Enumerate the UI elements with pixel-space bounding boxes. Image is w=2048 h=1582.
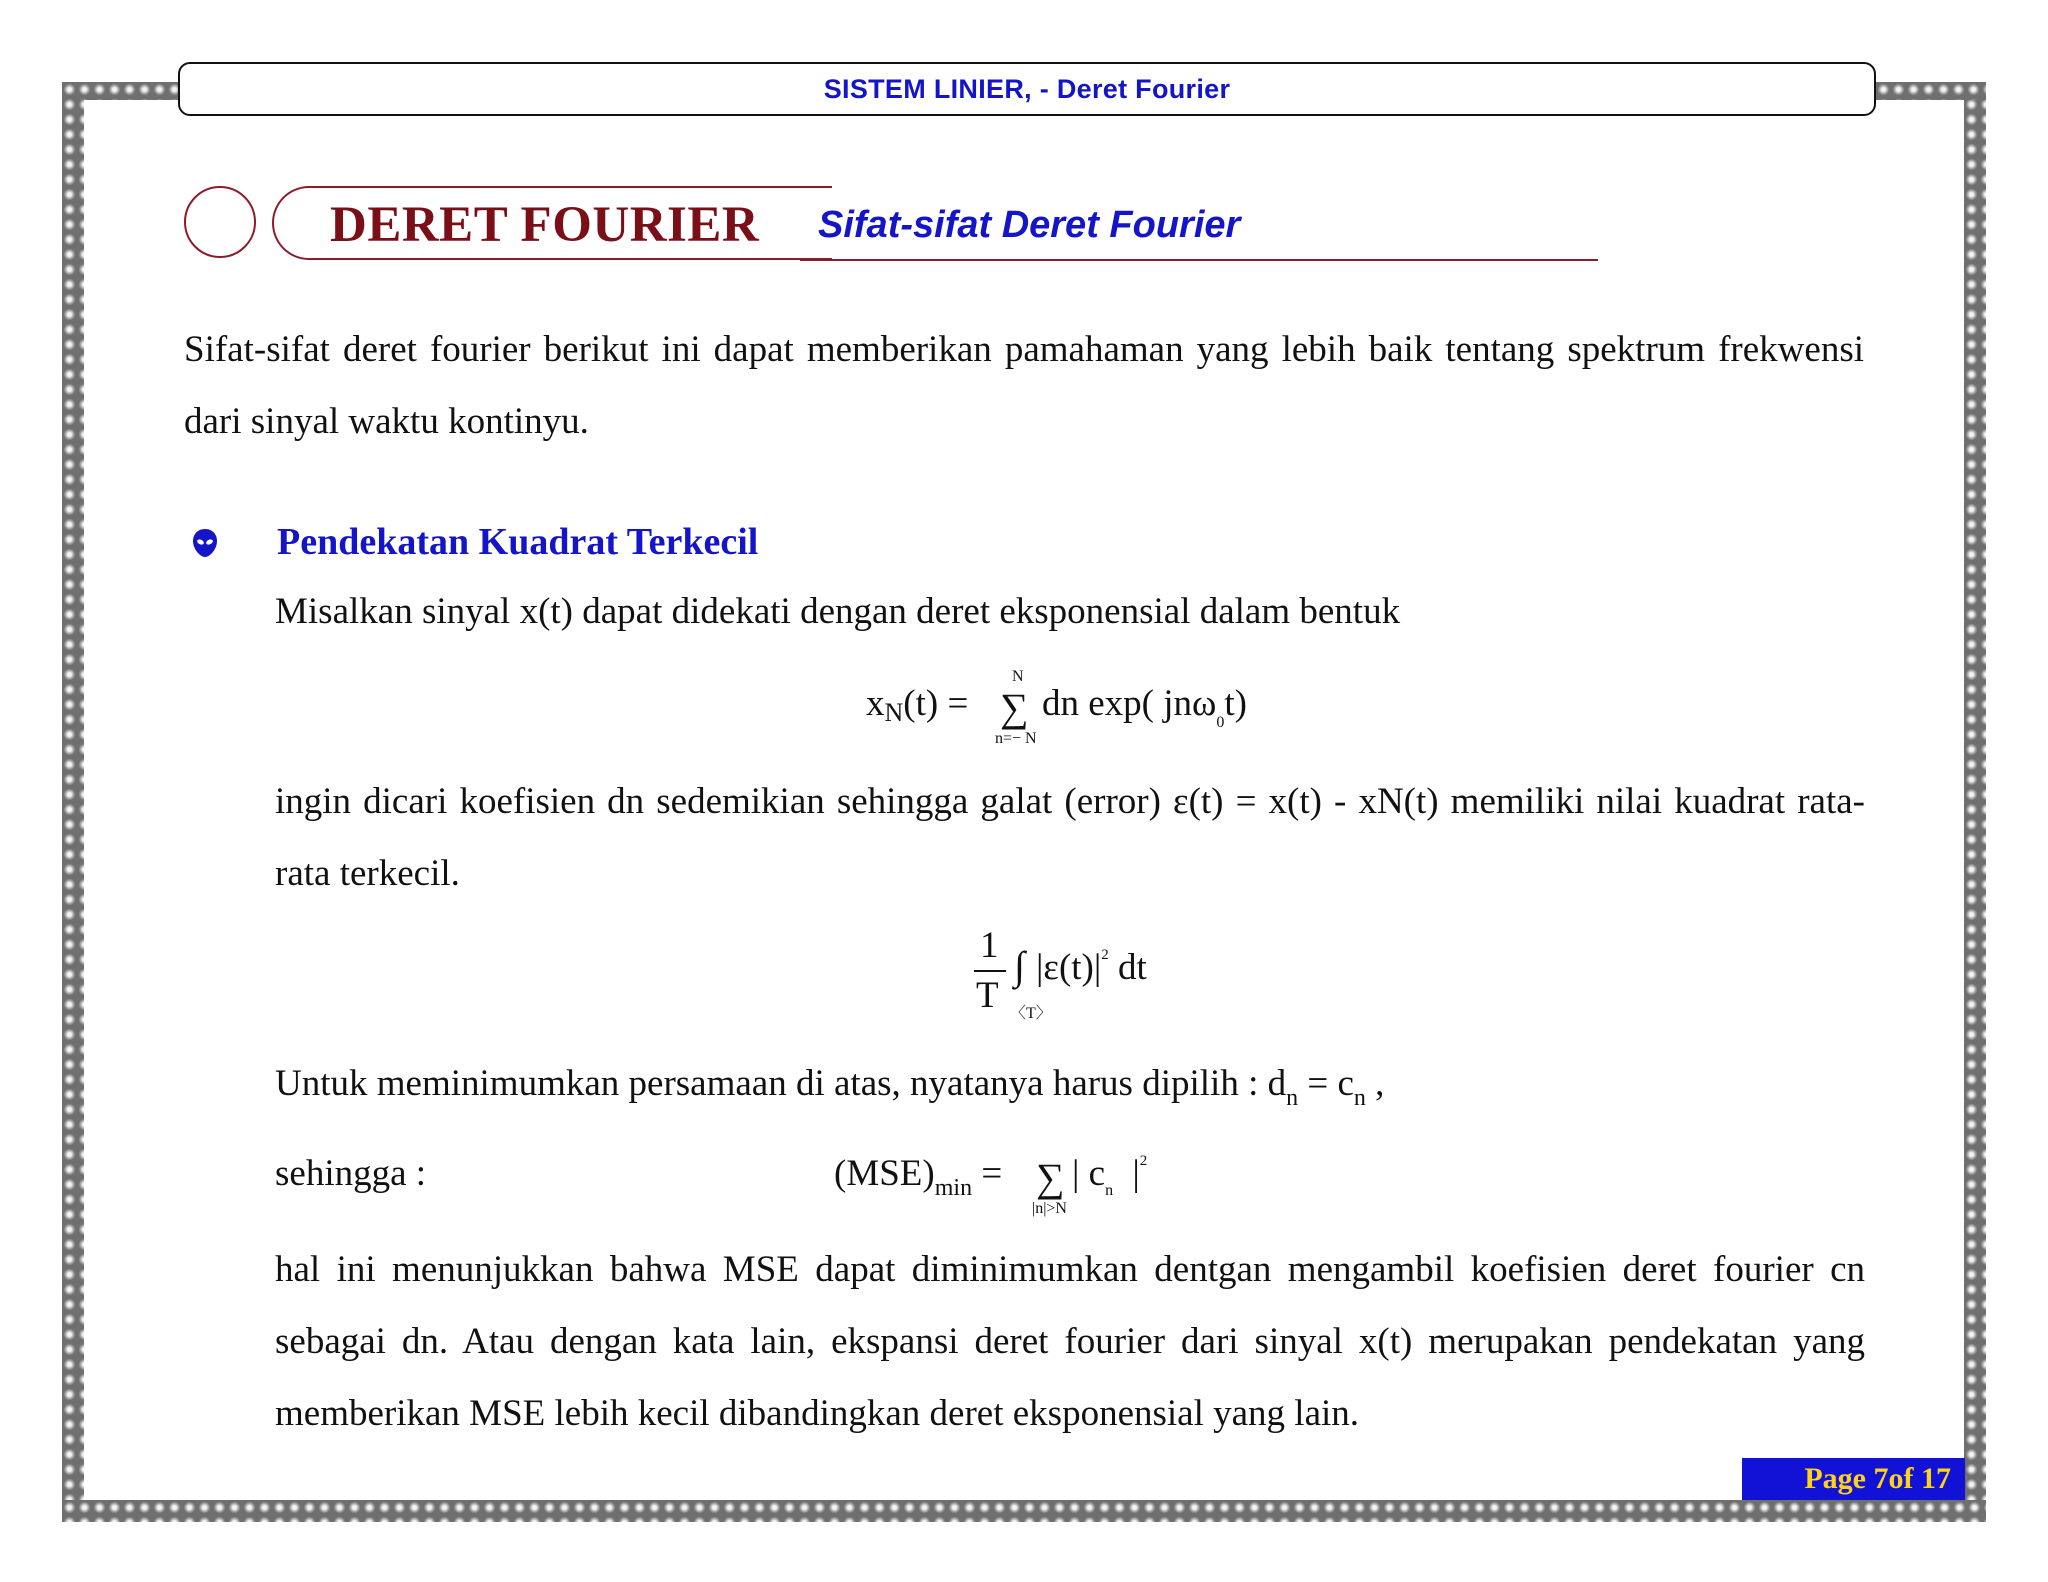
eq3-body-sub: n [1105,1182,1114,1199]
eq2-integral: ∫ [1014,943,1025,988]
frame-right-border [1964,82,1986,1522]
equation-series [866,668,1286,752]
eq3-power: 2 [1139,1153,1148,1169]
header-title: SISTEM LINIER, - Deret Fourier [823,73,1231,104]
intro-paragraph: Sifat-sifat deret fourier berikut ini dapat memberikan pamahaman yang lebih baik tentang spektrum frekwensi dari sinyal waktu kontinyu. [184,329,1864,442]
page-number-text: Page 7of 17 [1804,1462,1951,1495]
eq1-lhs-rest: (t) = [903,683,969,724]
alien-bullet-icon [192,528,218,558]
header-banner [178,62,1876,116]
eq3-eq: = [972,1153,1003,1194]
section-line-4-label: sehingga : [275,1153,427,1194]
eq3-lower-limit: |n|>N [1032,1200,1067,1217]
eq3-lhs: (MSE) [834,1153,935,1194]
eq1-rhs: dn exp( jnω [1042,683,1217,724]
line3-sub-2: n [1353,1085,1366,1111]
page-number-badge [1742,1458,1965,1500]
eq1-lhs: x [866,683,885,724]
page-subtitle: Sifat-sifat Deret Fourier [818,204,1241,246]
section-line-3 [275,1062,1385,1111]
title-circle-ornament [184,186,256,258]
eq2-power: 2 [1101,947,1109,963]
frame-top-right-border [1876,82,1986,100]
eq3-body-close: | [1123,1153,1140,1194]
eq1-sigma: ∑ [1000,685,1029,730]
page-title: DERET FOURIER [330,197,760,253]
eq1-lower-limit: n=− N [995,730,1037,747]
eq3-body-open: | c [1072,1153,1106,1194]
eq2-body: |ε(t)| [1036,947,1102,988]
eq2-numerator: 1 [980,925,999,966]
frame-top-left-border [62,82,180,100]
line3-mid: = c [1298,1063,1354,1104]
eq1-upper-limit: N [1012,668,1024,685]
eq2-integral-sub: 〈T〉 [1010,1005,1052,1022]
line3-end: , [1365,1063,1385,1104]
eq1-lhs-sub: N [884,698,904,727]
eq2-fraction-bar [974,970,1006,972]
eq1-rhs-sub: 0 [1216,714,1225,731]
line3-sub-1: n [1286,1085,1299,1111]
equation-mse [834,1148,1174,1224]
line3-text: Untuk meminimumkan persamaan di atas, nyatanya harus dipilih : d [275,1063,1287,1104]
eq2-denominator: T [976,975,999,1016]
frame-left-border [62,82,84,1522]
eq3-lhs-sub: min [934,1175,973,1201]
section-paragraph-3: hal ini menunjukkan bahwa MSE dapat diminimumkan dentgan mengambil koefisien deret fourier cn sebagai dn. Atau dengan kata lain, ekspansi deret fourier dari sinyal x(t) merupakan pendekatan yang memberikan MSE lebih kecil dibandingkan deret eksponensial yang lain. [275,1249,1865,1434]
frame-bottom-border [62,1500,1986,1522]
eq3-sigma: ∑ [1036,1155,1065,1200]
section-paragraph-2: ingin dicari koefisien dn sedemikian sehingga galat (error) ε(t) = x(t) - xN(t) memiliki nilai kuadrat rata-rata terkecil. [275,781,1865,894]
eq2-tail: dt [1108,947,1147,988]
equation-mean-square [970,924,1190,1024]
eq1-rhs-end: t) [1224,683,1247,724]
section-heading: Pendekatan Kuadrat Terkecil [277,521,759,563]
section-line-1: Misalkan sinyal x(t) dapat didekati dengan deret eksponensial dalam bentuk [275,591,1401,632]
title-underline [800,259,1598,261]
